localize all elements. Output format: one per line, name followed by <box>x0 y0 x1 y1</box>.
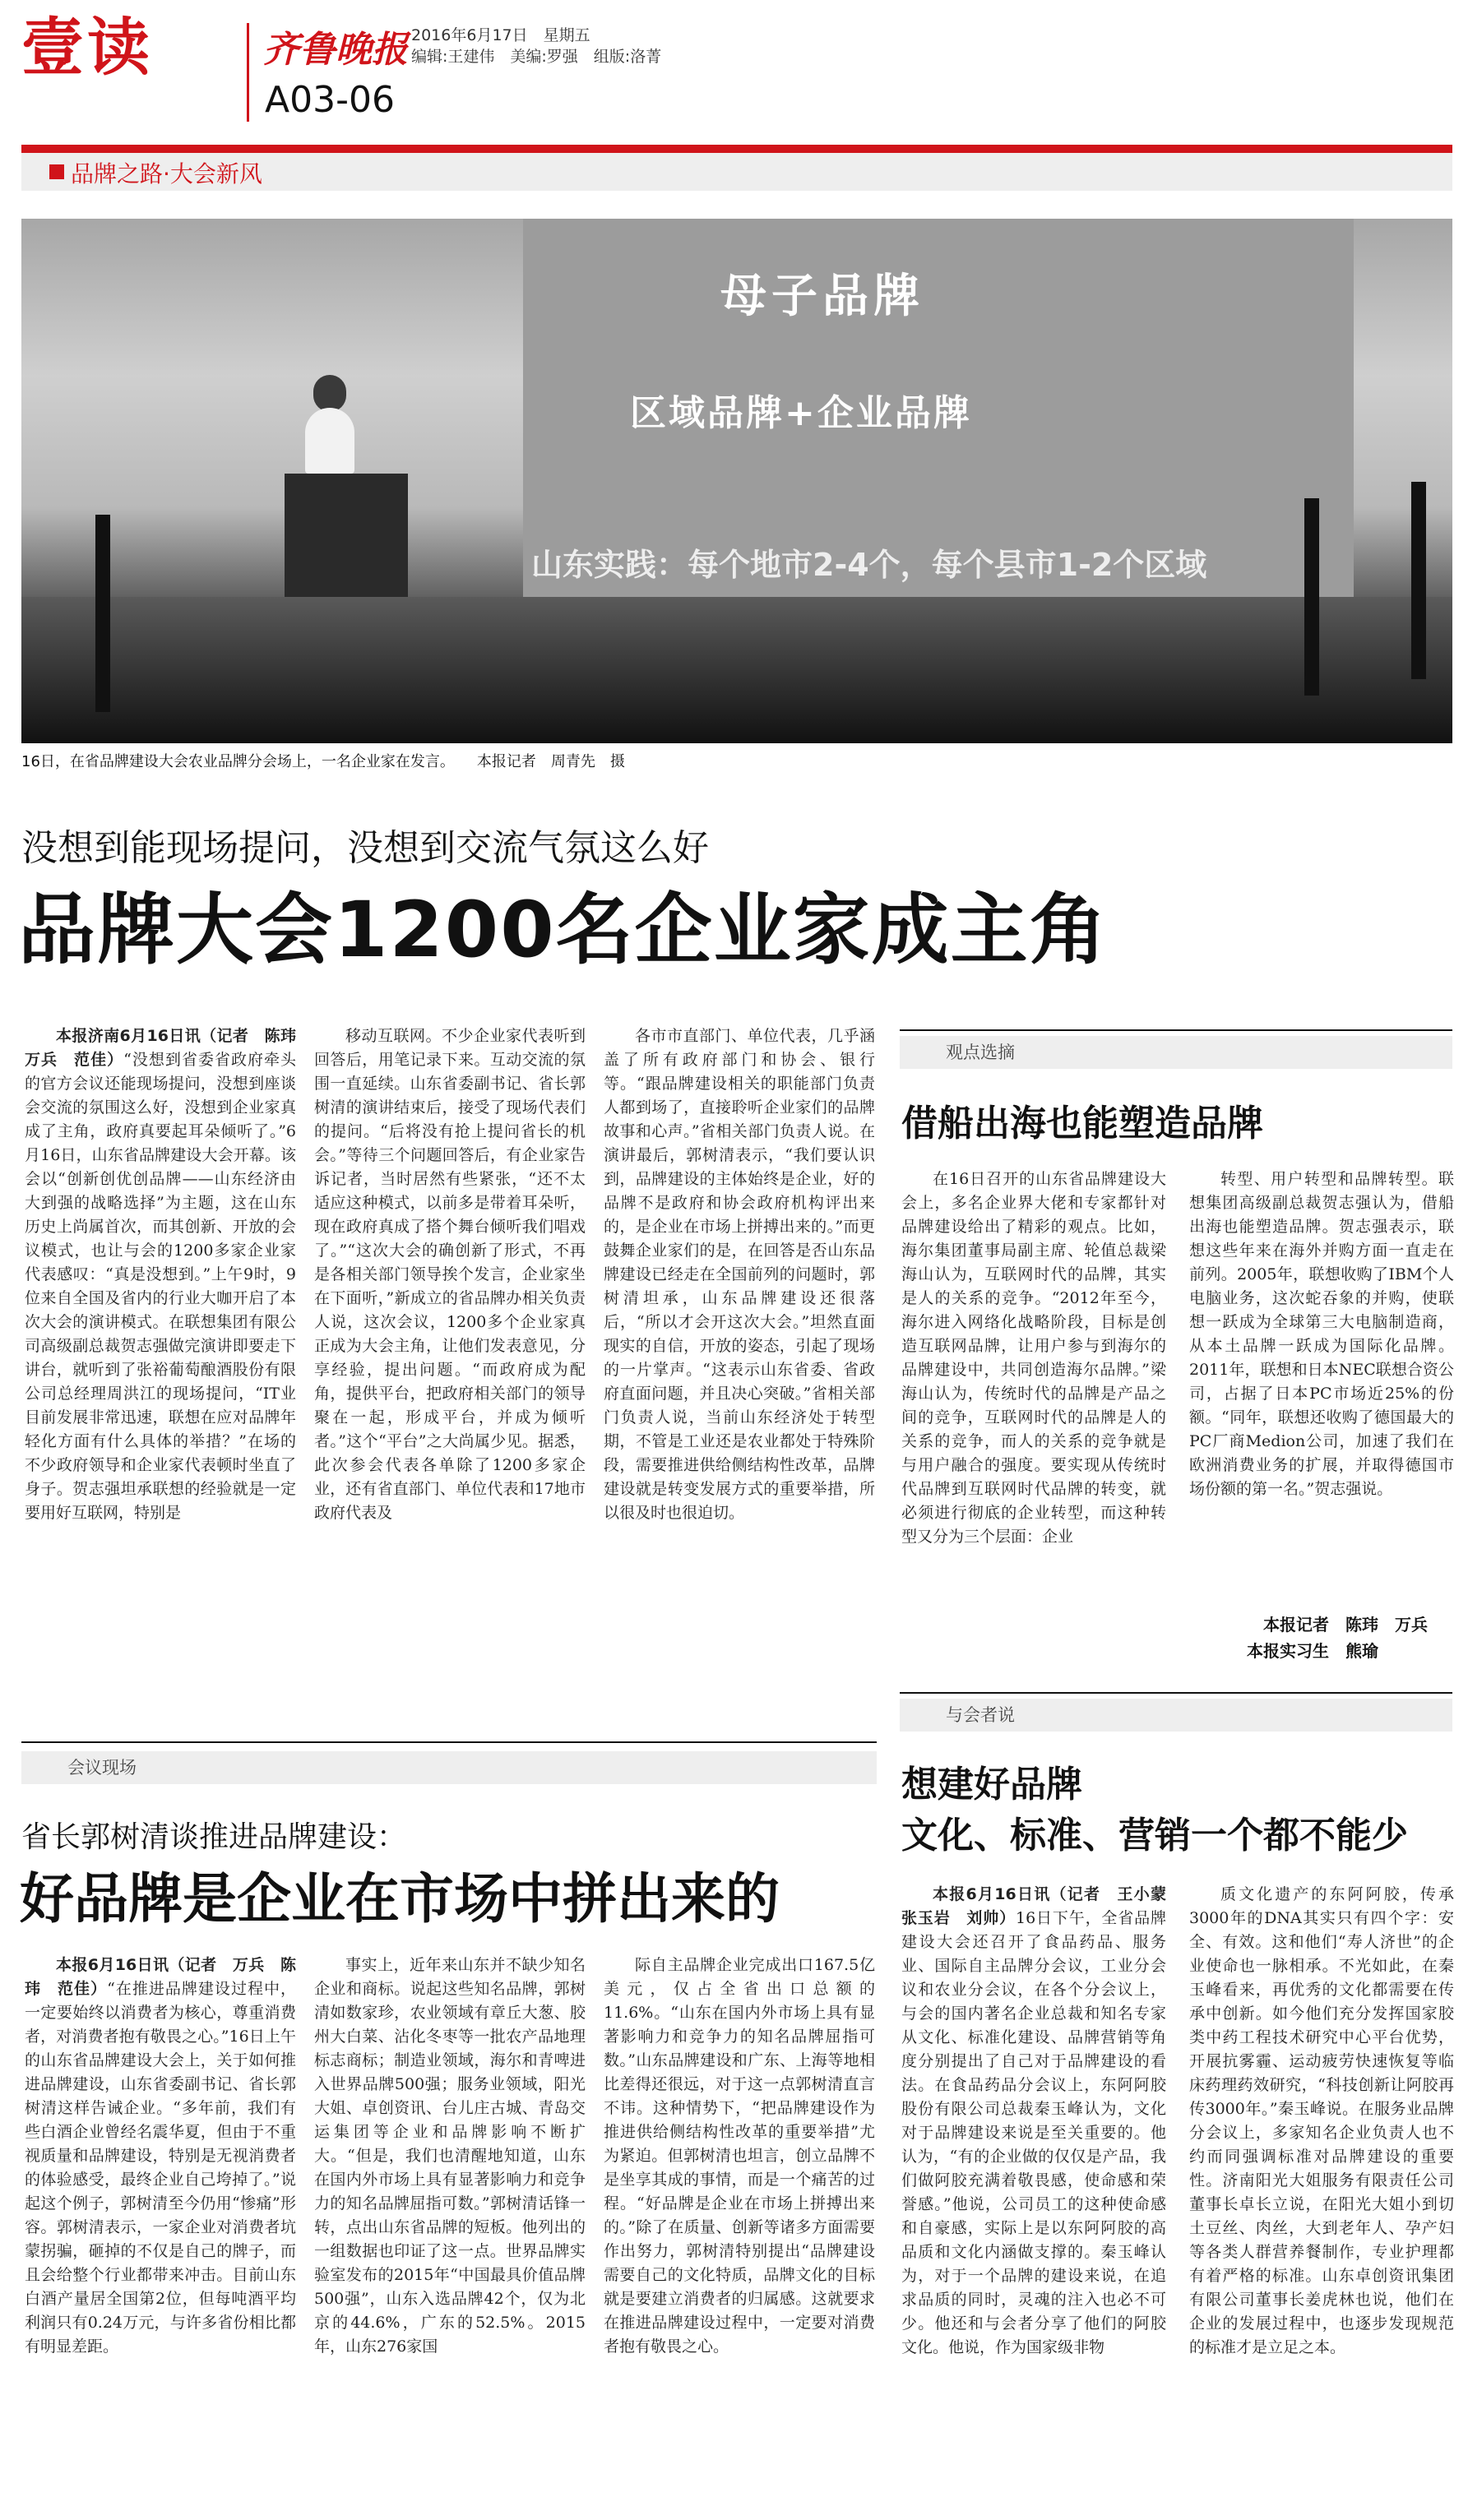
voices-text-2: 质文化遗产的东阿阿胶，传承3000年的DNA其实只有四个字：安全、有效。这和他们“寿人济世”的企业使命也一脉相承。不光如此，在秦玉峰看来，再优秀的文化都需要在传承中创新。如今他们充分发挥国家胶类中药工程技术研究中心平台优势，开展抗雾霾、运动疲劳快速恢复等临床药理药效研究，“科技创新让阿胶再传3000年。”秦玉峰说。在服务业品牌分会议上，多家知名企业负责人也不约而同强调标准对品牌建设的重要性。济南阳光大姐服务有限责任公司董事长卓长立说，在阳光大姐小到切土豆丝、肉丝，大到老年人、孕产妇等各类人群营养餐制作，专业护理都有着严格的标准。山东卓创资讯集团有限公司董事长姜虎林也说，他们在企业的发展过程中，也逐步发现规范的标准才是立足之本。 <box>1189 1885 1454 2356</box>
opinion-sign-2: 本报实习生 熊瑜 <box>1247 1641 1378 1661</box>
meeting-text-3: 际自主品牌企业完成出口167.5亿美元，仅占全省出口总额的11.6%。“山东在国内外市场上具有显著影响力和竞争力的知名品牌屈指可数。”山东品牌建设和广东、上海等地相比差得还很远，对于这一点郭树清直言不讳。这种情势下，“把品牌建设作为推进供给侧结构性改革的重要举措”尤为紧迫。但郭树清也坦言，创立品牌不是坐享其成的事情，而是一个痛苦的过程。“好品牌是企业在市场上拼搏出来的。”除了在质量、创新等诸多方面需要作出努力，郭树清特别提出“品牌建设需要自己的文化特质，品牌文化的目标就是要建立消费者的归属感。这就要求在推进品牌建设过程中，一定要对消费者抱有敬畏之心。 <box>604 1956 875 2356</box>
photo-caption: 16日，在省品牌建设大会农业品牌分会场上，一名企业家在发言。 本报记者 周青先 摄 <box>21 753 625 770</box>
lead-column-2 <box>314 1024 586 1709</box>
screen-line-2: 区域品牌+企业品牌 <box>630 392 972 434</box>
voices-column-2 <box>1189 1883 1454 2499</box>
paper-name: 齐鲁晚报 <box>263 29 408 71</box>
news-photo <box>21 219 1452 743</box>
meeting-byline: 本报6月16日讯（记者 万兵 陈玮 范佳） <box>25 1956 296 1998</box>
opinion-text-1: 在16日召开的山东省品牌建设大会上，多名企业界大佬和专家都针对品牌建设给出了精彩的观点。比如，海尔集团董事局副主席、轮值总裁梁海山认为，互联网时代的品牌，其实是人的关系的竞争。“2012年至今，海尔进入网络化战略阶段，目标是创造互联网品牌，让用户参与到海尔的品牌建设中，共同创造海尔品牌。”梁海山认为，传统时代的品牌是产品之间的竞争，互联网时代的品牌是人的关系的竞争，而人的关系的竞争就是与用户融合的强度。要实现从传统时代品牌到互联网时代品牌的转变，就必须进行彻底的企业转型，而这种转型又分为三个层面：企业 <box>901 1170 1166 1546</box>
voices-byline: 本报6月16日讯（记者 王小蒙 张玉岩 刘帅） <box>901 1885 1183 1927</box>
camera-tripod-icon <box>1304 498 1319 696</box>
meeting-box-label: 会议现场 <box>21 1751 877 1784</box>
opinion-text-2: 转型、用户转型和品牌转型。联想集团高级副总裁贺志强认为，借船出海也能塑造品牌。贺志强表示，联想这些年来在海外并购方面一直走在前列。2005年，联想收购了IBM个人电脑业务，这次蛇吞象的并购，使联想一跃成为全球第三大电脑制造商，从本土品牌一跃成为国际化品牌。2011年，联想和日本NEC联想合资公司，占据了日本PC市场近25%的份额。“同年，联想还收购了德国最大的PC厂商Medion公司，加速了我们在欧洲消费业务的扩展，并取得德国市场份额的第一名。”贺志强说。 <box>1189 1170 1454 1498</box>
lead-column-1 <box>25 1024 313 1709</box>
meeting-column-3 <box>604 1954 875 2496</box>
lead-title: 品牌大会1200名企业家成主角 <box>18 885 1109 975</box>
opinion-rule <box>900 1029 1452 1031</box>
audience <box>21 597 1452 743</box>
meeting-column-2 <box>314 1954 586 2496</box>
screen-line-1: 母子品牌 <box>720 270 924 323</box>
meeting-text-2: 事实上，近年来山东并不缺少知名企业和商标。说起这些知名品牌，郭树清如数家珍，农业领域有章丘大葱、胶州大白菜、沾化冬枣等一批农产品地理标志商标；制造业领域，海尔和青啤进入世界品牌500强；服务业领域，阳光大姐、卓创资讯、台儿庄古城、青岛交运集团等企业和品牌影响不断扩大。“但是，我们也清醒地知道，山东在国内外市场上具有显著影响力和竞争力的知名品牌屈指可数。”郭树清话锋一转，点出山东省品牌的短板。他列出的一组数据也印证了这一点。世界品牌实验室发布的2015年“中国最具价值品牌500强”，山东入选品牌42个，仅为北京的44.6%，广东的52.5%。2015年，山东276家国 <box>314 1956 586 2356</box>
voices-column-1 <box>901 1883 1183 2499</box>
lead-column-3 <box>604 1024 875 1709</box>
camera-tripod-icon <box>95 515 110 712</box>
header-divider <box>247 23 249 122</box>
lead-text-1: “没想到省委省政府牵头的官方会议还能现场提问，没想到座谈会交流的氛围这么好，没想到企业家真成了主角，政府真要起耳朵倾听了。”6月16日，山东省品牌建设大会开幕。该会以“创新创优创品牌——山东经济由大到强的战略选择”为主题，这在山东历史上尚属首次，而其创新、开放的会议模式，也让与会的1200多家企业家代表感叹：“真是没想到。”上午9时，9位来自全国及省内的行业大咖开启了本次大会的演讲模式。在联想集团有限公司高级副总裁贺志强做完演讲即要走下讲台，就听到了张裕葡萄酿酒股份有限公司总经理周洪江的现场提问，“IT业目前发展非常迅速，联想在应对品牌年轻化方面有什么具体的举措？”在场的不少政府领导和企业家代表顿时坐直了身子。贺志强坦承联想的经验就是一定要用好互联网，特别是 <box>25 1051 296 1522</box>
date-line: 2016年6月17日 星期五 <box>411 26 590 44</box>
section-marker-icon <box>49 164 64 179</box>
meeting-title: 好品牌是企业在市场中拼出来的 <box>20 1867 780 1930</box>
opinion-title: 借船出海也能塑造品牌 <box>901 1103 1263 1144</box>
meeting-column-1 <box>25 1954 296 2496</box>
voices-title-2: 文化、标准、营销一个都不能少 <box>901 1815 1408 1856</box>
opinion-column-2 <box>1189 1168 1454 1644</box>
voices-box-label: 与会者说 <box>900 1699 1452 1732</box>
page-number: A03-06 <box>265 79 395 121</box>
camera-tripod-icon <box>1411 482 1426 679</box>
screen-line-3: 山东实践：每个地市2-4个，每个县市1-2个区域 <box>531 547 1207 583</box>
section-label: 品牌之路·大会新风 <box>71 160 262 187</box>
brand-logo: 壹读 <box>21 11 153 84</box>
voices-rule <box>900 1692 1452 1694</box>
lead-text-2: 移动互联网。不少企业家代表听到回答后，用笔记录下来。互动交流的氛围一直延续。山东省委副书记、省长郭树清的演讲结束后，接受了现场代表们的提问。“后将没有抢上提问省长的机会。”等待三个问题回答后，有企业家告诉记者，当时居然有些紧张，“还不太适应这种模式，以前多是带着耳朵听，现在政府真成了搭个舞台倾听我们唱戏了。”“这次大会的确创新了形式，不再是各相关部门领导挨个发言，企业家坐在下面听，”新成立的省品牌办相关负责人说，这次会议，1200多个企业家真正成为大会主角，让他们发表意见，分享经验，提出问题。“而政府成为配角，提供平台，把政府相关部门的领导聚在一起，形成平台，并成为倾听者。”这个“平台”之大尚属少见。据悉，此次参会代表各单除了1200多家企业，还有省直部门、单位代表和17地市政府代表及 <box>314 1027 586 1522</box>
opinion-column-1 <box>901 1168 1166 1710</box>
header-rule <box>21 145 1452 153</box>
speaker <box>305 408 354 474</box>
opinion-box-label: 观点选摘 <box>900 1036 1452 1069</box>
voices-title-1: 想建好品牌 <box>901 1764 1082 1806</box>
meeting-text-1: “在推进品牌建设过程中，一定要始终以消费者为核心，尊重消费者，对消费者抱有敬畏之心。”16日上午的山东省品牌建设大会上，关于如何推进品牌建设，山东省委副书记、省长郭树清这样告诫企业。“多年前，我们有些白酒企业曾经名震华夏，但由于不重视质量和品牌建设，特别是无视消费者的体验感受，最终企业自己垮掉了。”说起这个例子，郭树清至今仍用“惨痛”形容。郭树清表示，一家企业对消费者坑蒙拐骗，砸掉的不仅是自己的牌子，而且会给整个行业都带来冲击。目前山东白酒产量居全国第2位，但每吨酒平均利润只有0.24万元，与许多省份相比都有明显差距。 <box>25 1980 296 2356</box>
lead-kicker: 没想到能现场提问，没想到交流气氛这么好 <box>21 827 709 869</box>
editors-line: 编辑:王建伟 美编:罗强 组版:洛菁 <box>411 48 662 66</box>
lead-text-3: 各市市直部门、单位代表，几乎涵盖了所有政府部门和协会、银行等。“跟品牌建设相关的职能部门负责人都到场了，直接聆听企业家们的品牌故事和心声。”省相关部门负责人说。在演讲最后，郭树清表示，“我们要认识到，品牌建设的主体始终是企业，好的品牌不是政府和协会政府机构评出来的，是企业在市场上拼搏出来的。”而更鼓舞企业家们的是，在回答是否山东品牌建设已经走在全国前列的问题时，郭树清坦承，山东品牌建设还很落后，“所以才会开这次大会。”坦然直面现实的自信，开放的姿态，引起了现场的一片掌声。“这表示山东省委、省政府直面问题，并且决心突破。”省相关部门负责人说，当前山东经济处于转型期，不管是工业还是农业都处于特殊阶段，需要推进供给侧结构性改革，品牌建设就是转变发展方式的重要举措，所以很及时也很迫切。 <box>604 1027 875 1522</box>
meeting-rule <box>21 1741 877 1743</box>
opinion-sign-1: 本报记者 陈玮 万兵 <box>1263 1615 1428 1635</box>
speaker-head <box>313 375 346 412</box>
meeting-kicker: 省长郭树清谈推进品牌建设： <box>21 1820 407 1854</box>
lead-byline: 本报济南6月16日讯（记者 陈玮 万兵 范佳） <box>25 1027 313 1069</box>
voices-text-1: 16日下午，全省品牌建设大会还召开了食品药品、服务业、国际自主品牌分会议，工业分会议和农业分会议，在各个分会议上，与会的国内著名企业总裁和知名专家从文化、标准化建设、品牌营销等角度分别提出了自己对于品牌建设的看法。在食品药品分会议上，东阿阿胶股份有限公司总裁秦玉峰认为，文化对于品牌建设来说是至关重要的。他认为，“有的企业做的仅仅是产品，我们做阿胶充满着敬畏感，使命感和荣誉感。”他说，公司员工的这种使命感和自豪感，实际上是以东阿阿胶的高品质和文化内涵做支撑的。秦玉峰认为，对于一个品牌的建设来说，在追求品质的同时，灵魂的注入也必不可少。他还和与会者分享了他们的阿胶文化。他说，作为国家级非物 <box>901 1909 1166 2356</box>
